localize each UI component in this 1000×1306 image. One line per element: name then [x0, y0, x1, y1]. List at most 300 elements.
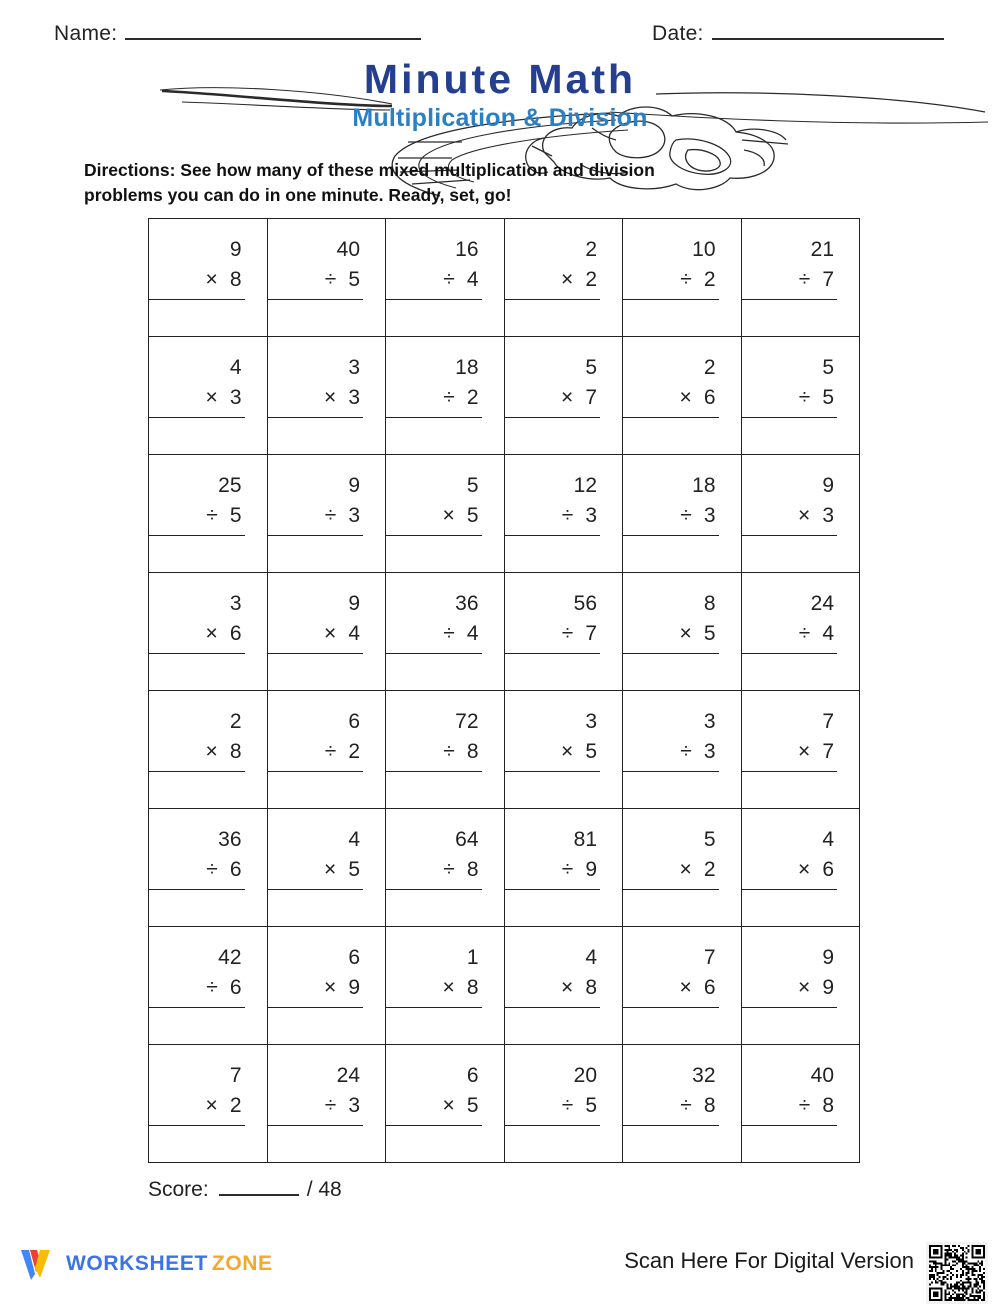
operand-top: 6 — [348, 710, 360, 733]
problem-expression — [268, 219, 386, 300]
multiply-icon: × — [679, 857, 692, 881]
operand-bottom: 4 — [348, 621, 360, 645]
operator-and-operand-bottom — [742, 265, 838, 300]
operand-top: 6 — [348, 946, 360, 969]
page-footer — [0, 1242, 1000, 1294]
qr-code[interactable] — [926, 1242, 988, 1304]
operand-bottom: 4 — [466, 621, 479, 645]
operand-top: 3 — [585, 710, 597, 733]
divide-icon: ÷ — [324, 503, 337, 527]
operator-and-operand-bottom — [505, 619, 601, 654]
operand-top: 24 — [810, 592, 834, 615]
problem-expression — [149, 219, 267, 300]
multiply-icon: × — [324, 385, 337, 409]
multiply-icon: × — [798, 739, 811, 763]
problem-expression — [268, 809, 386, 890]
score-total: / 48 — [306, 1178, 342, 1201]
operator-and-operand-bottom — [386, 973, 482, 1008]
problem-cell[interactable] — [623, 219, 742, 337]
problem-expression — [149, 691, 267, 772]
multiply-icon: × — [205, 1093, 218, 1117]
operand-top: 9 — [822, 474, 834, 497]
operand-top: 5 — [585, 356, 597, 379]
problem-cell[interactable] — [504, 573, 623, 691]
problem-expression — [623, 1045, 741, 1126]
operator-and-operand-bottom — [268, 973, 364, 1008]
operand-top: 2 — [703, 356, 716, 379]
operator-and-operand-bottom — [386, 265, 482, 300]
multiply-icon: × — [205, 621, 218, 645]
problem-cell[interactable] — [504, 691, 623, 809]
divide-icon: ÷ — [561, 857, 574, 881]
operand-bottom: 5 — [585, 739, 597, 763]
problem-cell[interactable] — [504, 337, 623, 455]
operand-top: 4 — [585, 946, 597, 969]
operator-and-operand-bottom — [505, 737, 601, 772]
problem-cell[interactable] — [386, 809, 505, 927]
operand-top: 18 — [692, 474, 716, 497]
divide-icon: ÷ — [324, 1093, 337, 1117]
problem-expression — [268, 1045, 386, 1126]
problem-expression — [386, 1045, 504, 1126]
operator-and-operand-bottom — [268, 265, 364, 300]
operand-bottom: 3 — [703, 739, 716, 763]
operator-and-operand-bottom — [386, 501, 482, 536]
problem-cell[interactable] — [741, 219, 860, 337]
problem-cell[interactable] — [386, 927, 505, 1045]
problem-expression — [386, 691, 504, 772]
problem-cell[interactable] — [741, 809, 860, 927]
operand-bottom: 8 — [585, 975, 597, 999]
problem-row — [149, 927, 860, 1045]
operand-top: 4 — [229, 356, 242, 379]
problem-cell[interactable] — [149, 337, 268, 455]
operator-and-operand-bottom — [386, 737, 482, 772]
problem-expression — [505, 219, 623, 300]
operator-and-operand-bottom — [505, 855, 601, 890]
problem-expression — [623, 219, 741, 300]
operand-bottom: 5 — [348, 267, 360, 291]
operand-bottom: 8 — [229, 267, 242, 291]
problem-cell[interactable] — [623, 573, 742, 691]
operand-top: 81 — [573, 828, 597, 851]
operand-bottom: 5 — [229, 503, 242, 527]
problem-cell[interactable] — [623, 927, 742, 1045]
problem-expression — [742, 573, 860, 654]
score-line — [148, 1178, 342, 1202]
operand-top: 20 — [573, 1064, 597, 1087]
operand-bottom: 7 — [585, 621, 597, 645]
operand-bottom: 5 — [348, 857, 360, 881]
operand-top: 24 — [336, 1064, 360, 1087]
divide-icon: ÷ — [443, 621, 455, 645]
operator-and-operand-bottom — [268, 383, 364, 418]
operand-bottom: 8 — [466, 857, 479, 881]
operator-and-operand-bottom — [505, 501, 601, 536]
problem-expression — [742, 691, 860, 772]
operator-and-operand-bottom — [623, 973, 719, 1008]
problem-expression — [623, 455, 741, 536]
operand-bottom: 5 — [822, 385, 834, 409]
problem-expression — [149, 455, 267, 536]
problem-expression — [268, 337, 386, 418]
divide-icon: ÷ — [680, 503, 692, 527]
operator-and-operand-bottom — [742, 855, 838, 890]
divide-icon: ÷ — [443, 739, 455, 763]
problem-expression — [623, 337, 741, 418]
operator-and-operand-bottom — [623, 619, 719, 654]
operand-top: 5 — [466, 474, 479, 497]
brand-name-secondary: ZONE — [211, 1252, 273, 1275]
problem-row — [149, 455, 860, 573]
problem-expression — [742, 927, 860, 1008]
operand-bottom: 4 — [822, 621, 834, 645]
problem-cell[interactable] — [386, 455, 505, 573]
multiply-icon: × — [442, 975, 455, 999]
problem-cell[interactable] — [149, 573, 268, 691]
problem-expression — [149, 809, 267, 890]
problem-cell[interactable] — [267, 927, 386, 1045]
operand-bottom: 5 — [466, 1093, 479, 1117]
operator-and-operand-bottom — [505, 1091, 601, 1126]
operand-bottom: 3 — [229, 385, 242, 409]
multiply-icon: × — [442, 503, 455, 527]
operand-bottom: 8 — [822, 1093, 834, 1117]
problem-cell[interactable] — [149, 455, 268, 573]
operand-top: 2 — [585, 238, 597, 261]
problem-expression — [742, 219, 860, 300]
problem-row — [149, 573, 860, 691]
worksheet-title-block — [0, 58, 1000, 168]
problem-cell[interactable] — [504, 1045, 623, 1163]
problem-expression — [268, 455, 386, 536]
operand-top: 9 — [822, 946, 834, 969]
problem-cell[interactable] — [386, 691, 505, 809]
problem-cell[interactable] — [623, 691, 742, 809]
problem-cell[interactable] — [504, 809, 623, 927]
operand-top: 36 — [218, 828, 242, 851]
problem-cell[interactable] — [149, 809, 268, 927]
divide-icon: ÷ — [680, 267, 692, 291]
directions-text: Directions: See how many of these mixed multiplication and division problems you can do in one minute. Ready, set, go! — [84, 160, 655, 205]
problem-cell[interactable] — [149, 927, 268, 1045]
date-field[interactable] — [652, 22, 944, 46]
divide-icon: ÷ — [798, 267, 811, 291]
divide-icon: ÷ — [324, 267, 337, 291]
operator-and-operand-bottom — [149, 737, 245, 772]
operand-top: 7 — [703, 946, 716, 969]
divide-icon: ÷ — [561, 1093, 574, 1117]
problem-expression — [386, 337, 504, 418]
operand-top: 4 — [348, 828, 360, 851]
operand-top: 32 — [692, 1064, 716, 1087]
operand-bottom: 3 — [348, 1093, 360, 1117]
page-title: Minute Math — [363, 56, 637, 102]
name-write-line[interactable] — [125, 24, 421, 40]
operand-bottom: 8 — [703, 1093, 716, 1117]
brand-name-primary: WORKSHEET — [66, 1252, 208, 1275]
operand-top: 12 — [573, 474, 597, 497]
operator-and-operand-bottom — [386, 383, 482, 418]
operand-top: 6 — [466, 1064, 479, 1087]
operand-bottom: 7 — [822, 267, 834, 291]
operand-top: 8 — [703, 592, 716, 615]
problem-cell[interactable] — [504, 927, 623, 1045]
operand-bottom: 2 — [585, 267, 597, 291]
operand-top: 16 — [455, 238, 479, 261]
divide-icon: ÷ — [443, 267, 455, 291]
operand-top: 25 — [218, 474, 242, 497]
operand-top: 3 — [348, 356, 360, 379]
operand-bottom: 2 — [229, 1093, 242, 1117]
divide-icon: ÷ — [206, 857, 218, 881]
operand-bottom: 2 — [466, 385, 479, 409]
operand-bottom: 6 — [822, 857, 834, 881]
divide-icon: ÷ — [798, 621, 811, 645]
page-subtitle: Multiplication & Division — [352, 104, 648, 133]
operand-top: 7 — [229, 1064, 242, 1087]
operand-top: 40 — [810, 1064, 834, 1087]
operator-and-operand-bottom — [386, 619, 482, 654]
problem-cell[interactable] — [741, 455, 860, 573]
divide-icon: ÷ — [206, 503, 218, 527]
operator-and-operand-bottom — [742, 1091, 838, 1126]
problem-row — [149, 1045, 860, 1163]
operator-and-operand-bottom — [505, 973, 601, 1008]
operator-and-operand-bottom — [386, 1091, 482, 1126]
problem-cell[interactable] — [149, 691, 268, 809]
operand-top: 7 — [822, 710, 834, 733]
multiply-icon: × — [205, 739, 218, 763]
multiply-icon: × — [798, 857, 811, 881]
operator-and-operand-bottom — [149, 265, 245, 300]
problem-expression — [386, 573, 504, 654]
operator-and-operand-bottom — [149, 1091, 245, 1126]
operator-and-operand-bottom — [505, 265, 601, 300]
operator-and-operand-bottom — [268, 737, 364, 772]
operand-top: 1 — [466, 946, 479, 969]
problem-expression — [623, 691, 741, 772]
operator-and-operand-bottom — [268, 619, 364, 654]
problem-cell[interactable] — [386, 337, 505, 455]
worksheetzone-w-icon — [18, 1246, 56, 1282]
problem-expression — [386, 219, 504, 300]
operator-and-operand-bottom — [149, 383, 245, 418]
problem-expression — [742, 1045, 860, 1126]
operand-bottom: 6 — [229, 857, 242, 881]
problem-cell[interactable] — [623, 337, 742, 455]
multiply-icon: × — [324, 621, 337, 645]
operand-bottom: 9 — [822, 975, 834, 999]
operator-and-operand-bottom — [623, 383, 719, 418]
multiply-icon: × — [679, 621, 692, 645]
operand-top: 9 — [348, 474, 360, 497]
problem-expression — [149, 1045, 267, 1126]
problem-expression — [149, 927, 267, 1008]
operand-bottom: 4 — [466, 267, 479, 291]
operand-top: 40 — [336, 238, 360, 261]
problem-cell[interactable] — [149, 1045, 268, 1163]
operand-bottom: 3 — [703, 503, 716, 527]
operand-bottom: 9 — [585, 857, 597, 881]
multiply-icon: × — [798, 503, 811, 527]
operand-top: 3 — [229, 592, 242, 615]
operand-top: 21 — [810, 238, 834, 261]
problem-expression — [268, 573, 386, 654]
problem-cell[interactable] — [741, 691, 860, 809]
operand-bottom: 8 — [466, 975, 479, 999]
operator-and-operand-bottom — [742, 737, 838, 772]
problem-cell[interactable] — [386, 573, 505, 691]
multiply-icon: × — [679, 975, 692, 999]
operand-bottom: 3 — [348, 503, 360, 527]
operand-bottom: 5 — [585, 1093, 597, 1117]
operator-and-operand-bottom — [149, 501, 245, 536]
multiply-icon: × — [679, 385, 692, 409]
operator-and-operand-bottom — [623, 855, 719, 890]
divide-icon: ÷ — [561, 503, 574, 527]
problem-row — [149, 809, 860, 927]
operand-top: 2 — [229, 710, 242, 733]
problem-expression — [505, 809, 623, 890]
operand-top: 3 — [703, 710, 716, 733]
problem-cell[interactable] — [149, 219, 268, 337]
date-label: Date: — [652, 22, 704, 45]
problem-cell[interactable] — [267, 691, 386, 809]
problem-expression — [268, 691, 386, 772]
problem-grid-body — [149, 219, 860, 1163]
operator-and-operand-bottom — [623, 501, 719, 536]
problem-expression — [505, 691, 623, 772]
divide-icon: ÷ — [206, 975, 218, 999]
operator-and-operand-bottom — [268, 501, 364, 536]
operand-bottom: 5 — [703, 621, 716, 645]
problem-cell[interactable] — [267, 219, 386, 337]
operator-and-operand-bottom — [268, 855, 364, 890]
problem-expression — [505, 337, 623, 418]
divide-icon: ÷ — [680, 739, 692, 763]
operand-bottom: 7 — [822, 739, 834, 763]
operator-and-operand-bottom — [742, 501, 838, 536]
operand-bottom: 6 — [229, 975, 242, 999]
operand-bottom: 3 — [585, 503, 597, 527]
operand-bottom: 6 — [703, 975, 716, 999]
operand-bottom: 2 — [348, 739, 360, 763]
operand-top: 5 — [703, 828, 716, 851]
operand-bottom: 2 — [703, 267, 716, 291]
operand-bottom: 3 — [822, 503, 834, 527]
operator-and-operand-bottom — [623, 737, 719, 772]
problem-cell[interactable] — [741, 1045, 860, 1163]
operand-top: 4 — [822, 828, 834, 851]
operand-top: 10 — [692, 238, 716, 261]
problem-expression — [386, 455, 504, 536]
problem-cell[interactable] — [267, 573, 386, 691]
problem-row — [149, 219, 860, 337]
score-label: Score: — [148, 1178, 209, 1201]
problem-grid — [148, 218, 860, 1163]
problem-cell[interactable] — [386, 219, 505, 337]
operand-top: 56 — [573, 592, 597, 615]
qr-code-image — [929, 1245, 985, 1301]
problem-cell[interactable] — [267, 455, 386, 573]
operand-top: 64 — [455, 828, 479, 851]
problem-expression — [623, 809, 741, 890]
operand-top: 72 — [455, 710, 479, 733]
operand-bottom: 7 — [585, 385, 597, 409]
divide-icon: ÷ — [324, 739, 337, 763]
divide-icon: ÷ — [680, 1093, 692, 1117]
score-write-line[interactable] — [219, 1181, 299, 1196]
scan-prompt-text: Scan Here For Digital Version — [624, 1248, 914, 1273]
problem-cell[interactable] — [623, 455, 742, 573]
operator-and-operand-bottom — [386, 855, 482, 890]
date-write-line[interactable] — [712, 24, 944, 40]
multiply-icon: × — [205, 267, 218, 291]
problem-cell[interactable] — [504, 219, 623, 337]
operand-bottom: 6 — [703, 385, 716, 409]
operand-bottom: 8 — [466, 739, 479, 763]
operator-and-operand-bottom — [149, 619, 245, 654]
operand-top: 9 — [348, 592, 360, 615]
operand-top: 42 — [218, 946, 242, 969]
problem-expression — [505, 927, 623, 1008]
operator-and-operand-bottom — [505, 383, 601, 418]
problem-cell[interactable] — [267, 337, 386, 455]
operand-top: 18 — [455, 356, 479, 379]
problem-cell[interactable] — [623, 1045, 742, 1163]
operator-and-operand-bottom — [149, 855, 245, 890]
problem-cell[interactable] — [741, 573, 860, 691]
operator-and-operand-bottom — [742, 619, 838, 654]
divide-icon: ÷ — [443, 857, 455, 881]
worksheetzone-logo[interactable] — [18, 1246, 273, 1282]
multiply-icon: × — [561, 739, 574, 763]
operand-top: 9 — [229, 238, 242, 261]
multiply-icon: × — [561, 385, 574, 409]
problem-cell[interactable] — [741, 337, 860, 455]
name-field[interactable] — [54, 22, 421, 46]
problem-cell[interactable] — [623, 809, 742, 927]
problem-cell[interactable] — [504, 455, 623, 573]
operand-bottom: 6 — [229, 621, 242, 645]
problem-expression — [268, 927, 386, 1008]
problem-expression — [505, 1045, 623, 1126]
operator-and-operand-bottom — [149, 973, 245, 1008]
problem-cell[interactable] — [267, 1045, 386, 1163]
operand-bottom: 2 — [703, 857, 716, 881]
problem-row — [149, 691, 860, 809]
divide-icon: ÷ — [561, 621, 574, 645]
problem-cell[interactable] — [267, 809, 386, 927]
problem-expression — [505, 455, 623, 536]
multiply-icon: × — [798, 975, 811, 999]
problem-expression — [623, 927, 741, 1008]
problem-cell[interactable] — [386, 1045, 505, 1163]
multiply-icon: × — [561, 267, 574, 291]
problem-expression — [149, 573, 267, 654]
operand-bottom: 8 — [229, 739, 242, 763]
problem-cell[interactable] — [741, 927, 860, 1045]
problem-row — [149, 337, 860, 455]
multiply-icon: × — [442, 1093, 455, 1117]
operand-bottom: 9 — [348, 975, 360, 999]
problem-expression — [386, 927, 504, 1008]
divide-icon: ÷ — [443, 385, 455, 409]
problem-expression — [742, 455, 860, 536]
divide-icon: ÷ — [798, 1093, 811, 1117]
multiply-icon: × — [205, 385, 218, 409]
